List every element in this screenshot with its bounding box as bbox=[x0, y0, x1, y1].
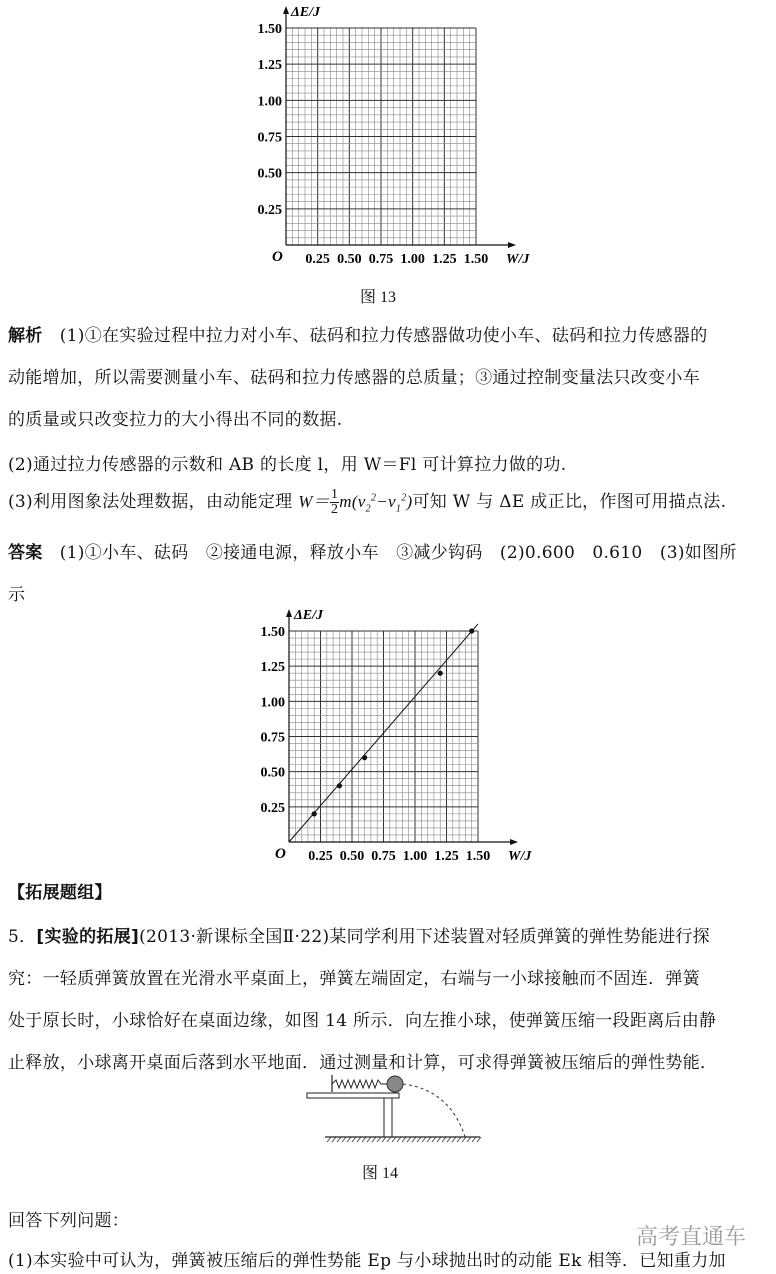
hatch-line bbox=[477, 1137, 481, 1142]
analysis-line-4: (2)通过拉力传感器的示数和 AB 的长度 l，用 W＝Fl 可计算拉力做的功. bbox=[8, 455, 567, 475]
hatch-line bbox=[457, 1137, 461, 1142]
q5-prompt: 回答下列问题： bbox=[8, 1211, 130, 1231]
hatch-line bbox=[422, 1137, 426, 1142]
ground-hatch bbox=[327, 1137, 481, 1142]
hatch-line bbox=[392, 1137, 396, 1142]
x-axis-label: W/J bbox=[506, 252, 530, 267]
chart-answer-plot bbox=[0, 595, 776, 870]
hatch-line bbox=[452, 1137, 456, 1142]
x-axis-arrow bbox=[510, 839, 518, 845]
hatch-line bbox=[402, 1137, 406, 1142]
formula-body: $m(v_2^2-v_1^2)$ bbox=[339, 492, 413, 515]
y-axis-label: ΔE/J bbox=[294, 608, 324, 623]
analysis-line-3: 的质量或只改变拉力的大小得出不同的数据. bbox=[8, 410, 343, 430]
x-tick-label: 0.75 bbox=[371, 849, 396, 864]
q5-tag: [实验的拓展] bbox=[36, 927, 140, 947]
y-tick-label: 0.25 bbox=[260, 800, 285, 816]
analysis-text-1: (1)①在实验过程中拉力对小车、砝码和拉力传感器做功使小车、砝码和拉力传感器的 bbox=[59, 326, 708, 346]
hatch-line bbox=[352, 1137, 356, 1142]
formula-fraction bbox=[330, 488, 339, 517]
y-tick-label: 1.00 bbox=[260, 695, 285, 711]
q5-sub1: (1)本实验中可认为，弹簧被压缩后的弹性势能 Ep 与小球抛出时的动能 Ek 相等．已知重力加 bbox=[8, 1251, 726, 1271]
hatch-line bbox=[357, 1137, 361, 1142]
y-tick-label: 1.25 bbox=[257, 58, 282, 74]
table-leg bbox=[384, 1098, 392, 1137]
hatch-line bbox=[472, 1137, 476, 1142]
x-tick-label: 1.25 bbox=[432, 252, 457, 267]
fraction-denominator: 2 bbox=[330, 502, 339, 517]
formula-w: W＝ bbox=[298, 492, 330, 511]
y-tick-label: 0.50 bbox=[260, 765, 285, 781]
hatch-line bbox=[447, 1137, 451, 1142]
section-heading: 【拓展题组】 bbox=[8, 883, 112, 903]
q5-number: 5． bbox=[8, 927, 37, 947]
hatch-line bbox=[462, 1137, 466, 1142]
data-point bbox=[312, 811, 317, 816]
chart-figure-13 bbox=[0, 0, 776, 270]
ball-icon bbox=[387, 1076, 403, 1092]
x-tick-label: 0.25 bbox=[305, 252, 330, 267]
hatch-line bbox=[407, 1137, 411, 1142]
spring-icon bbox=[332, 1080, 388, 1088]
answer-text: (1)①小车、砝码 ②接通电源，释放小车 ③减少钩码 (2)0.600 0.610 (3)如图所 bbox=[59, 543, 737, 563]
answer-line-1 bbox=[8, 538, 737, 563]
x-axis-arrow bbox=[508, 242, 516, 248]
hatch-line bbox=[332, 1137, 336, 1142]
y-tick-label: 0.25 bbox=[257, 202, 282, 218]
x-tick-label: 0.50 bbox=[339, 849, 365, 864]
trajectory bbox=[403, 1084, 465, 1137]
q5-line-3: 处于原长时，小球恰好在桌面边缘，如图 14 所示．向左推小球，使弹簧压缩一段距离后由静 bbox=[8, 1011, 717, 1031]
analysis-line-2: 动能增加，所以需要测量小车、砝码和拉力传感器的总质量；③通过控制变量法只改变小车 bbox=[8, 368, 700, 388]
hatch-line bbox=[432, 1137, 436, 1142]
q5-text-1: (2013·新课标全国Ⅱ·22)某同学利用下述装置对轻质弹簧的弹性势能进行探 bbox=[139, 927, 710, 947]
hatch-line bbox=[362, 1137, 366, 1142]
x-tick-label: 1.50 bbox=[465, 849, 491, 864]
data-point bbox=[469, 628, 474, 633]
hatch-line bbox=[412, 1137, 416, 1142]
analysis-p3-suffix: 可知 W 与 ΔE 成正比，作图可用描点法. bbox=[412, 492, 727, 512]
watermark: 高考直通车 bbox=[635, 1225, 746, 1250]
analysis-line-1 bbox=[8, 321, 708, 346]
hatch-line bbox=[387, 1137, 391, 1142]
data-point bbox=[362, 755, 367, 760]
y-axis-label: ΔE/J bbox=[291, 5, 321, 20]
y-tick-label: 0.75 bbox=[260, 730, 285, 746]
analysis-p3-prefix: (3)利用图象法处理数据，由动能定理 bbox=[8, 492, 299, 512]
x-tick-label: 1.50 bbox=[463, 252, 489, 267]
hatch-line bbox=[347, 1137, 351, 1142]
hatch-line bbox=[377, 1137, 381, 1142]
hatch-line bbox=[427, 1137, 431, 1142]
hatch-line bbox=[442, 1137, 446, 1142]
hatch-line bbox=[417, 1137, 421, 1142]
hatch-line bbox=[437, 1137, 441, 1142]
fraction-numerator: 1 bbox=[330, 487, 339, 502]
y-tick-label: 1.00 bbox=[257, 94, 282, 110]
y-tick-label: 1.50 bbox=[260, 625, 285, 640]
table-top bbox=[307, 1093, 399, 1098]
hatch-line bbox=[342, 1137, 346, 1142]
data-point bbox=[337, 783, 342, 788]
q5-line-4: 止释放，小球离开桌面后落到水平地面．通过测量和计算，可求得弹簧被压缩后的弹性势能． bbox=[8, 1053, 718, 1073]
x-tick-label: 1.25 bbox=[434, 849, 459, 864]
y-tick-label: 0.75 bbox=[257, 130, 282, 146]
answer-label: 答案 bbox=[8, 543, 43, 563]
figure-14-caption: 图 14 bbox=[362, 1165, 399, 1182]
hatch-line bbox=[382, 1137, 386, 1142]
figure-13-caption: 图 13 bbox=[360, 289, 397, 306]
origin-label: O bbox=[275, 846, 286, 862]
origin-label: O bbox=[272, 249, 283, 265]
x-tick-label: 0.50 bbox=[337, 252, 362, 267]
x-tick-label: 1.00 bbox=[402, 849, 428, 864]
hatch-line bbox=[327, 1137, 331, 1142]
q5-line-1 bbox=[8, 922, 710, 947]
x-axis-label: W/J bbox=[508, 849, 532, 864]
y-axis-arrow bbox=[283, 6, 289, 14]
x-tick-label: 0.25 bbox=[308, 849, 333, 864]
data-point bbox=[438, 671, 443, 676]
x-tick-label: 0.75 bbox=[368, 252, 394, 267]
figure-14-apparatus bbox=[290, 1070, 490, 1150]
hatch-line bbox=[367, 1137, 371, 1142]
y-tick-label: 1.50 bbox=[257, 22, 282, 37]
x-tick-label: 1.00 bbox=[400, 252, 425, 267]
hatch-line bbox=[372, 1137, 376, 1142]
y-tick-label: 1.25 bbox=[260, 660, 285, 676]
analysis-line-5 bbox=[8, 487, 726, 517]
q5-line-2: 究：一轻质弹簧放置在光滑水平桌面上，弹簧左端固定，右端与一小球接触而不固连．弹簧 bbox=[8, 969, 700, 989]
answer-line-2: 示 bbox=[8, 585, 26, 605]
hatch-line bbox=[467, 1137, 471, 1142]
y-axis-arrow bbox=[286, 609, 292, 617]
y-tick-label: 0.50 bbox=[257, 166, 282, 182]
hatch-line bbox=[337, 1137, 341, 1142]
analysis-label: 解析 bbox=[8, 326, 43, 346]
hatch-line bbox=[397, 1137, 401, 1142]
